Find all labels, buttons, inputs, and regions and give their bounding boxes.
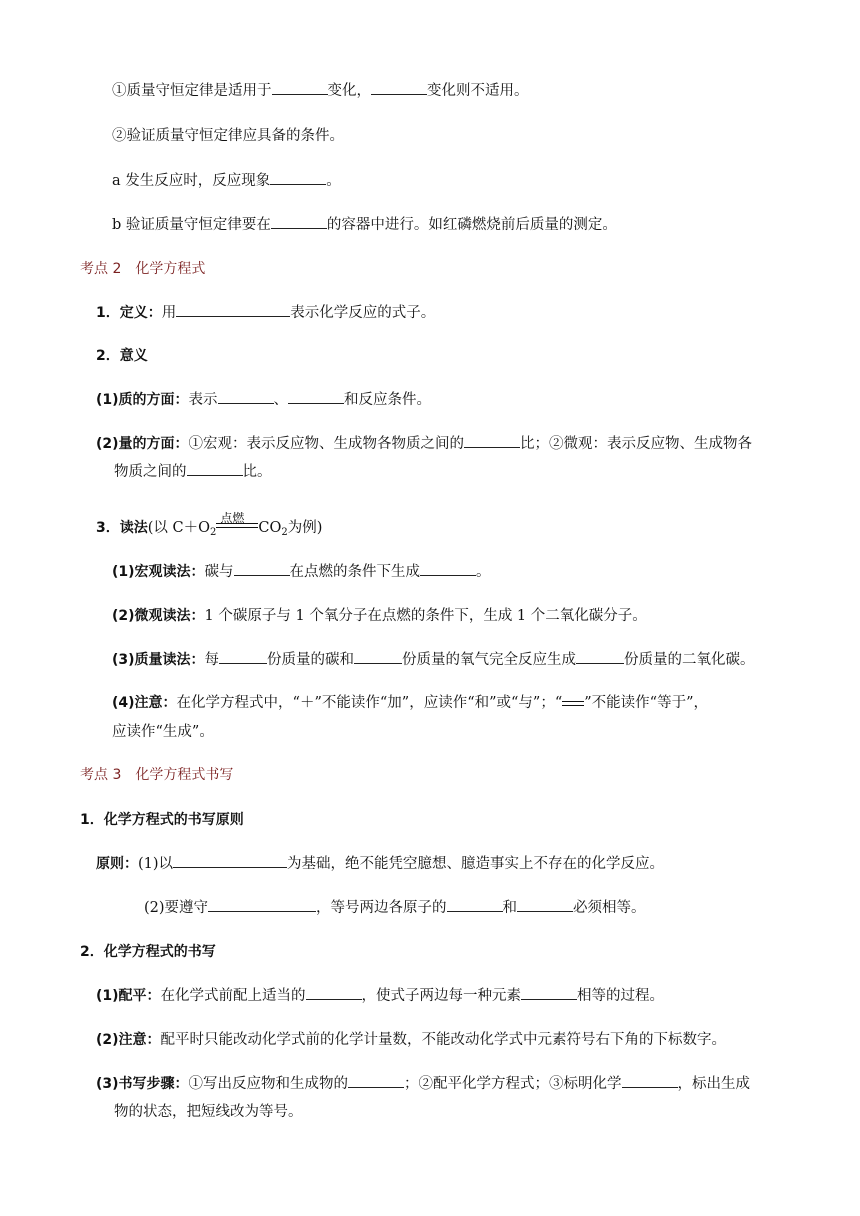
answer-blank[interactable] bbox=[271, 214, 327, 229]
quality-label: (1)质的方面： bbox=[96, 392, 189, 408]
text: 必须相等。 bbox=[573, 900, 646, 916]
text: 配平时只能改动化学式前的化学计量数，不能改动化学式中元素符号右下角的下标数字。 bbox=[160, 1032, 727, 1048]
text: 和 bbox=[502, 900, 518, 916]
answer-blank[interactable] bbox=[348, 1073, 404, 1088]
text: a 发生反应时，反应现象 bbox=[112, 173, 271, 189]
answer-blank[interactable] bbox=[288, 389, 344, 404]
answer-blank[interactable] bbox=[371, 80, 427, 95]
answer-blank[interactable] bbox=[219, 649, 267, 664]
principle-heading: 1．化学方程式的书写原则 bbox=[80, 812, 244, 828]
note-line bbox=[112, 692, 708, 714]
text: 在化学式前配上适当的 bbox=[160, 988, 306, 1004]
reaction-arrow bbox=[216, 511, 258, 532]
quality-line bbox=[96, 389, 431, 411]
text: 为基础，绝不能凭空臆想、臆造事实上不存在的化学反应。 bbox=[287, 856, 665, 872]
text: 在化学方程式中，“＋”不能读作“加”，应读作“和”或“与”；“ bbox=[176, 695, 563, 711]
steps-label: (3)书写步骤： bbox=[96, 1076, 189, 1092]
section-3-title: 考点 3 化学方程式书写 bbox=[80, 767, 234, 783]
text: 表示 bbox=[188, 392, 218, 408]
subscript: 2 bbox=[210, 527, 217, 538]
definition-line bbox=[96, 302, 435, 324]
text: 每 bbox=[204, 652, 220, 668]
principle-2 bbox=[144, 897, 646, 919]
conservation-line-4 bbox=[112, 214, 617, 236]
answer-blank[interactable] bbox=[218, 389, 274, 404]
macro-reading bbox=[112, 561, 491, 583]
text: 1 个碳原子与 1 个氧分子在点燃的条件下，生成 1 个二氧化碳分子。 bbox=[204, 608, 647, 624]
text: (1)以 bbox=[138, 856, 174, 872]
text: (以 C＋O bbox=[147, 520, 210, 536]
text: 变化则不适用。 bbox=[427, 83, 529, 99]
answer-blank[interactable] bbox=[354, 649, 402, 664]
meaning-heading: 2．意义 bbox=[96, 348, 148, 364]
text: ；②配平化学方程式；③标明化学 bbox=[404, 1076, 622, 1092]
quantity-label: (2)量的方面： bbox=[96, 436, 189, 452]
micro-label: (2)微观读法： bbox=[112, 608, 205, 624]
text: CO bbox=[258, 520, 282, 536]
attention-label: (2)注意： bbox=[96, 1032, 161, 1048]
text: ①写出反应物和生成物的 bbox=[188, 1076, 349, 1092]
text: 和反应条件。 bbox=[344, 392, 432, 408]
text: 份质量的碳和 bbox=[267, 652, 355, 668]
text: b 验证质量守恒定律要在 bbox=[112, 217, 271, 233]
answer-blank[interactable] bbox=[576, 649, 624, 664]
answer-blank[interactable] bbox=[187, 461, 243, 476]
text: 物质之间的 bbox=[114, 464, 187, 480]
quantity-line bbox=[96, 433, 752, 455]
answer-blank[interactable] bbox=[517, 897, 573, 912]
text: 比。 bbox=[242, 464, 272, 480]
balance-line bbox=[96, 985, 664, 1007]
text: 相等的过程。 bbox=[577, 988, 665, 1004]
conservation-line-1 bbox=[112, 80, 529, 102]
text: 用 bbox=[161, 305, 177, 321]
conservation-line-2 bbox=[112, 125, 344, 147]
steps-line bbox=[96, 1073, 750, 1095]
text: (2)要遵守 bbox=[144, 900, 209, 916]
answer-blank[interactable] bbox=[464, 433, 520, 448]
text: ①宏观：表示反应物、生成物各物质之间的 bbox=[188, 436, 465, 452]
note-line-cont bbox=[112, 721, 214, 743]
reading-label: 3．读法 bbox=[96, 520, 148, 536]
mass-reading bbox=[112, 649, 755, 671]
quantity-line-cont bbox=[114, 461, 272, 483]
text: 的容器中进行。如红磷燃烧前后质量的测定。 bbox=[326, 217, 617, 233]
answer-blank[interactable] bbox=[208, 897, 316, 912]
text: ，使式子两边每一种元素 bbox=[361, 988, 522, 1004]
text: ，标出生成 bbox=[677, 1076, 751, 1092]
mass-label: (3)质量读法： bbox=[112, 652, 205, 668]
macro-label: (1)宏观读法： bbox=[112, 564, 205, 580]
text: ，等号两边各原子的 bbox=[316, 900, 447, 916]
subscript: 2 bbox=[281, 527, 288, 538]
text: 为例) bbox=[287, 520, 323, 536]
text: 、 bbox=[273, 392, 289, 408]
writing-heading: 2．化学方程式的书写 bbox=[80, 944, 216, 960]
text: 份质量的二氧化碳。 bbox=[624, 652, 755, 668]
section-2-title: 考点 2 化学方程式 bbox=[80, 261, 206, 277]
attention-line bbox=[96, 1029, 726, 1051]
micro-reading bbox=[112, 605, 647, 627]
note-label: (4)注意： bbox=[112, 695, 177, 711]
answer-blank[interactable] bbox=[173, 853, 287, 868]
balance-label: (1)配平： bbox=[96, 988, 161, 1004]
text: 比；②微观：表示反应物、生成物各 bbox=[520, 436, 753, 452]
equals-sign bbox=[216, 523, 258, 528]
answer-blank[interactable] bbox=[306, 985, 362, 1000]
principle-1 bbox=[96, 853, 664, 875]
text: 物的状态，把短线改为等号。 bbox=[114, 1104, 303, 1120]
text: 。 bbox=[476, 564, 491, 580]
answer-blank[interactable] bbox=[176, 302, 290, 317]
principle-label: 原则： bbox=[96, 856, 138, 872]
answer-blank[interactable] bbox=[272, 80, 328, 95]
steps-line-cont bbox=[114, 1101, 303, 1123]
answer-blank[interactable] bbox=[622, 1073, 678, 1088]
reading-heading bbox=[96, 511, 323, 544]
answer-blank[interactable] bbox=[521, 985, 577, 1000]
equals-sign bbox=[562, 701, 584, 706]
text: 份质量的氧气完全反应生成 bbox=[402, 652, 577, 668]
answer-blank[interactable] bbox=[234, 561, 290, 576]
text: 碳与 bbox=[204, 564, 234, 580]
condition-label: 点燃 bbox=[220, 511, 245, 525]
text: 应读作“生成”。 bbox=[112, 724, 214, 740]
text: ”不能读作“等于”， bbox=[584, 695, 709, 711]
answer-blank[interactable] bbox=[420, 561, 476, 576]
text: 在点燃的条件下生成 bbox=[289, 564, 421, 580]
text: ②验证质量守恒定律应具备的条件。 bbox=[112, 128, 344, 144]
conservation-line-3 bbox=[112, 170, 341, 192]
text: 变化， bbox=[327, 83, 371, 99]
definition-label: 1．定义： bbox=[96, 305, 162, 321]
text: ①质量守恒定律是适用于 bbox=[112, 83, 272, 99]
text: 表示化学反应的式子。 bbox=[290, 305, 436, 321]
text: 。 bbox=[326, 173, 341, 189]
answer-blank[interactable] bbox=[270, 170, 326, 185]
answer-blank[interactable] bbox=[447, 897, 503, 912]
